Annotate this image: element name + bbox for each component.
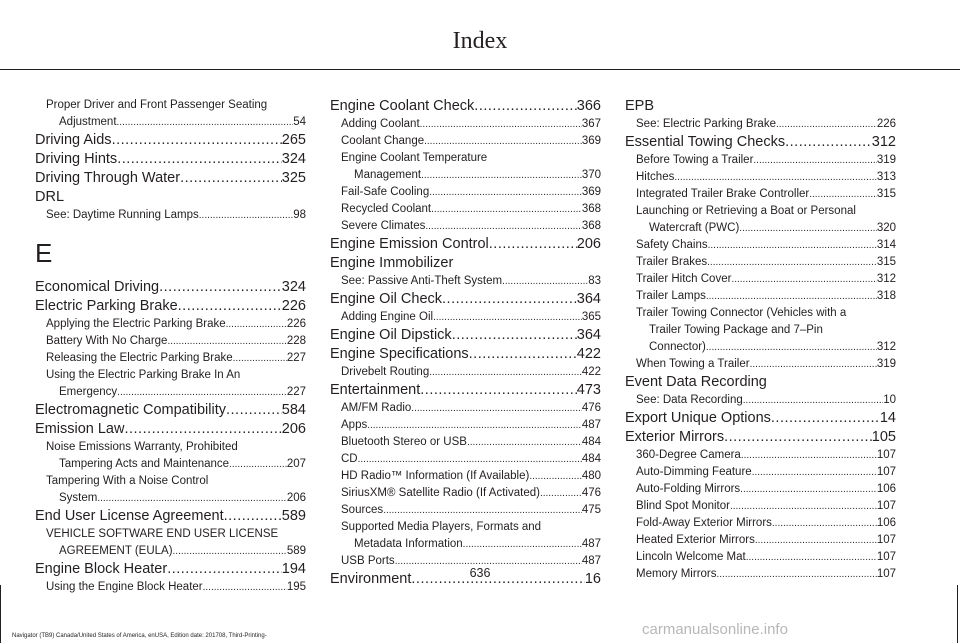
index-entry-page: 107 bbox=[876, 449, 896, 461]
dot-leader bbox=[421, 167, 582, 184]
index-column-3 bbox=[625, 97, 896, 583]
index-entry-title: Export Unique Options bbox=[625, 410, 771, 426]
index-entry-page: 476 bbox=[581, 402, 601, 414]
index-entry-title: Fold-Away Exterior Mirrors bbox=[636, 517, 772, 529]
index-entry-title: HD Radio™ Information (If Available) bbox=[341, 470, 530, 482]
index-entry-page: 265 bbox=[281, 132, 306, 148]
index-entry-page: 314 bbox=[876, 239, 896, 251]
crop-mark-right bbox=[957, 585, 958, 643]
index-entry-title: Environment bbox=[330, 571, 412, 587]
index-subentry[interactable] bbox=[330, 364, 601, 381]
index-subentry[interactable] bbox=[330, 519, 601, 536]
index-subentry[interactable] bbox=[35, 333, 306, 350]
index-entry-page: 319 bbox=[876, 154, 896, 166]
index-entry[interactable] bbox=[35, 507, 306, 526]
dot-leader bbox=[117, 150, 282, 169]
index-entry-page: 370 bbox=[581, 169, 601, 181]
dot-leader bbox=[730, 498, 877, 515]
index-entry-page: 589 bbox=[281, 508, 306, 524]
index-entry-page: 312 bbox=[876, 273, 896, 285]
index-entry[interactable] bbox=[35, 420, 306, 439]
index-entry-page: 487 bbox=[581, 538, 601, 550]
index-entry-title: Engine Immobilizer bbox=[330, 255, 454, 271]
index-subentry[interactable] bbox=[330, 184, 601, 201]
index-entry-title: Engine Specifications bbox=[330, 346, 469, 362]
dot-leader bbox=[173, 543, 287, 560]
index-entry-title: Engine Block Heater bbox=[35, 561, 168, 577]
index-entry-title: Trailer Towing Connector (Vehicles with a bbox=[636, 307, 847, 319]
page-header-title: Index bbox=[452, 28, 508, 54]
index-subentry[interactable] bbox=[35, 114, 306, 131]
index-entry-title: Driving Aids bbox=[35, 132, 112, 148]
index-entry-title: Battery With No Charge bbox=[46, 335, 168, 347]
index-subentry[interactable] bbox=[625, 288, 896, 305]
index-entry-title: Adding Coolant bbox=[341, 118, 420, 130]
index-entry-title: Connector) bbox=[649, 341, 706, 353]
dot-leader bbox=[740, 481, 877, 498]
index-entry-title: Trailer Brakes bbox=[636, 256, 708, 268]
index-entry-title: Watercraft (PWC) bbox=[649, 222, 740, 234]
index-subentry[interactable] bbox=[330, 485, 601, 502]
index-subentry[interactable] bbox=[330, 417, 601, 434]
dot-leader bbox=[411, 400, 582, 417]
index-entry-title: Using the Engine Block Heater bbox=[46, 581, 203, 593]
dot-leader bbox=[540, 485, 582, 502]
index-entry-title: Sources bbox=[341, 504, 384, 516]
index-subentry[interactable] bbox=[35, 526, 306, 543]
index-entry-title: Using the Electric Parking Brake In An bbox=[46, 369, 241, 381]
index-entry-title: USB Ports bbox=[341, 555, 395, 567]
index-subentry[interactable] bbox=[330, 150, 601, 167]
index-entry-title: Drivebelt Routing bbox=[341, 366, 430, 378]
page-number: 636 bbox=[469, 566, 491, 580]
index-entry-page: 324 bbox=[281, 151, 306, 167]
index-entry-title: Safety Chains bbox=[636, 239, 708, 251]
dot-leader bbox=[429, 184, 582, 201]
index-subentry[interactable] bbox=[330, 201, 601, 218]
index-entry-title: Event Data Recording bbox=[625, 374, 767, 390]
index-entry[interactable] bbox=[330, 381, 601, 400]
index-entry-title: Releasing the Electric Parking Brake bbox=[46, 352, 233, 364]
index-entry-title: Recycled Coolant bbox=[341, 203, 432, 215]
index-entry[interactable] bbox=[330, 254, 601, 273]
index-entry-title: Entertainment bbox=[330, 382, 421, 398]
dot-leader bbox=[431, 201, 582, 218]
index-entry-title: Memory Mirrors bbox=[636, 568, 717, 580]
dot-leader bbox=[180, 169, 282, 188]
index-entry-page: 366 bbox=[576, 98, 601, 114]
index-entry[interactable] bbox=[330, 290, 601, 309]
index-entry-page: 584 bbox=[281, 402, 306, 418]
index-entry-title: Electric Parking Brake bbox=[35, 298, 178, 314]
index-entry[interactable] bbox=[330, 326, 601, 345]
index-entry-page: 369 bbox=[581, 135, 601, 147]
index-subentry[interactable] bbox=[330, 273, 601, 290]
index-subentry[interactable] bbox=[625, 322, 896, 339]
index-subentry[interactable] bbox=[625, 203, 896, 220]
dot-leader bbox=[502, 273, 588, 290]
dot-leader bbox=[358, 451, 582, 468]
dot-leader bbox=[159, 278, 282, 297]
index-entry-title: Heated Exterior Mirrors bbox=[636, 534, 755, 546]
index-entry-title: See: Passive Anti-Theft System bbox=[341, 275, 503, 287]
index-entry-title: Metadata Information bbox=[354, 538, 463, 550]
dot-leader bbox=[420, 116, 582, 133]
index-entry-page: 320 bbox=[876, 222, 896, 234]
index-subentry[interactable] bbox=[625, 186, 896, 203]
dot-leader bbox=[425, 218, 581, 235]
index-entry-page: 480 bbox=[581, 470, 601, 482]
index-entry-title: Integrated Trailer Brake Controller bbox=[636, 188, 810, 200]
index-entry-page: 364 bbox=[576, 327, 601, 343]
index-entry[interactable] bbox=[35, 150, 306, 169]
index-entry[interactable] bbox=[35, 131, 306, 150]
index-subentry[interactable] bbox=[35, 456, 306, 473]
index-subentry[interactable] bbox=[330, 536, 601, 553]
index-entry-title: Essential Towing Checks bbox=[625, 134, 786, 150]
dot-leader bbox=[785, 133, 872, 152]
index-subentry[interactable] bbox=[330, 309, 601, 326]
index-entry-page: 368 bbox=[581, 220, 601, 232]
header-divider bbox=[0, 69, 960, 70]
dot-leader bbox=[463, 536, 582, 553]
index-entry-title: Emission Law bbox=[35, 421, 125, 437]
index-subentry[interactable] bbox=[35, 97, 306, 114]
dot-leader bbox=[383, 502, 582, 519]
dot-leader bbox=[224, 507, 282, 526]
index-entry-page: 194 bbox=[281, 561, 306, 577]
dot-leader bbox=[226, 401, 282, 420]
dot-leader bbox=[753, 152, 876, 169]
index-subentry[interactable] bbox=[625, 447, 896, 464]
index-section-letter: E bbox=[35, 238, 53, 268]
index-entry-title: DRL bbox=[35, 189, 65, 205]
dot-leader bbox=[226, 316, 287, 333]
index-subentry[interactable] bbox=[625, 169, 896, 186]
index-entry-title: CD bbox=[341, 453, 358, 465]
index-entry-title: Trailer Lamps bbox=[636, 290, 706, 302]
index-entry-title: Driving Through Water bbox=[35, 170, 181, 186]
index-entry[interactable] bbox=[330, 97, 601, 116]
index-entry-title: Noise Emissions Warranty, Prohibited bbox=[46, 441, 238, 453]
index-entry-page: 589 bbox=[286, 545, 306, 557]
index-entry-title: Before Towing a Trailer bbox=[636, 154, 754, 166]
index-entry-page: 105 bbox=[871, 429, 896, 445]
index-entry-title: Lincoln Welcome Mat bbox=[636, 551, 746, 563]
index-entry-page: 107 bbox=[876, 551, 896, 563]
index-entry-page: 107 bbox=[876, 568, 896, 580]
index-entry-page: 476 bbox=[581, 487, 601, 499]
index-entry-title: Economical Driving bbox=[35, 279, 160, 295]
dot-leader bbox=[442, 290, 577, 309]
index-entry-title: Trailer Hitch Cover bbox=[636, 273, 732, 285]
dot-leader bbox=[776, 116, 877, 133]
dot-leader bbox=[771, 409, 880, 428]
index-entry-page: 227 bbox=[286, 386, 306, 398]
index-column-1 bbox=[35, 97, 306, 596]
index-entry[interactable] bbox=[625, 428, 896, 447]
index-subentry[interactable] bbox=[625, 116, 896, 133]
dot-leader bbox=[424, 133, 582, 150]
index-subentry[interactable] bbox=[35, 439, 306, 456]
index-entry-title: Coolant Change bbox=[341, 135, 425, 147]
index-entry-page: 14 bbox=[879, 410, 896, 426]
dot-leader bbox=[752, 464, 877, 481]
index-entry-title: Adjustment bbox=[59, 116, 117, 128]
index-subentry[interactable] bbox=[625, 271, 896, 288]
index-entry-page: 107 bbox=[876, 500, 896, 512]
index-entry-title: Fail-Safe Cooling bbox=[341, 186, 430, 198]
index-entry-title: AM/FM Radio bbox=[341, 402, 412, 414]
dot-leader bbox=[117, 384, 287, 401]
index-entry-title: Exterior Mirrors bbox=[625, 429, 725, 445]
index-entry-page: 487 bbox=[581, 555, 601, 567]
index-entry-title: Engine Coolant Temperature bbox=[341, 152, 488, 164]
index-entry[interactable] bbox=[625, 409, 896, 428]
index-entry[interactable] bbox=[625, 133, 896, 152]
index-subentry[interactable] bbox=[35, 473, 306, 490]
index-subentry[interactable] bbox=[625, 392, 896, 409]
index-entry-title: SiriusXM® Satellite Radio (If Activated) bbox=[341, 487, 540, 499]
dot-leader bbox=[674, 169, 876, 186]
index-entry-title: End User License Agreement bbox=[35, 508, 224, 524]
index-subentry[interactable] bbox=[625, 305, 896, 322]
index-subentry[interactable] bbox=[330, 468, 601, 485]
dot-leader bbox=[97, 490, 286, 507]
index-entry-page: 106 bbox=[876, 483, 896, 495]
index-entry-page: 226 bbox=[876, 118, 896, 130]
index-entry-page: 368 bbox=[581, 203, 601, 215]
index-subentry[interactable] bbox=[625, 481, 896, 498]
index-entry-page: 195 bbox=[286, 581, 306, 593]
index-subentry[interactable] bbox=[35, 367, 306, 384]
dot-leader bbox=[750, 356, 877, 373]
index-entry-page: 54 bbox=[293, 116, 306, 128]
dot-leader bbox=[452, 326, 577, 345]
index-entry-page: 369 bbox=[581, 186, 601, 198]
dot-leader bbox=[112, 131, 282, 150]
index-entry[interactable] bbox=[330, 345, 601, 364]
index-entry-page: 312 bbox=[876, 341, 896, 353]
index-entry-title: Bluetooth Stereo or USB bbox=[341, 436, 467, 448]
index-subentry[interactable] bbox=[35, 316, 306, 333]
index-entry-page: 10 bbox=[883, 394, 896, 406]
index-entry-title: Supported Media Players, Formats and bbox=[341, 521, 542, 533]
index-entry-title: Engine Coolant Check bbox=[330, 98, 475, 114]
index-subentry[interactable] bbox=[330, 218, 601, 235]
index-entry-title: Auto-Folding Mirrors bbox=[636, 483, 741, 495]
index-entry-page: 313 bbox=[876, 171, 896, 183]
dot-leader bbox=[741, 447, 877, 464]
index-entry-title: Tampering Acts and Maintenance bbox=[59, 458, 230, 470]
index-entry-title: Engine Oil Check bbox=[330, 291, 443, 307]
dot-leader bbox=[203, 579, 287, 596]
index-entry-title: See: Daytime Running Lamps bbox=[46, 209, 199, 221]
index-subentry[interactable] bbox=[625, 254, 896, 271]
index-entry-title: See: Data Recording bbox=[636, 394, 743, 406]
index-entry-page: 325 bbox=[281, 170, 306, 186]
index-entry-title: System bbox=[59, 492, 98, 504]
index-entry-page: 16 bbox=[584, 571, 601, 587]
index-entry-page: 226 bbox=[281, 298, 306, 314]
index-subentry[interactable] bbox=[625, 464, 896, 481]
index-entry-title: Engine Emission Control bbox=[330, 236, 489, 252]
index-entry-title: Trailer Towing Package and 7–Pin bbox=[649, 324, 823, 336]
dot-leader bbox=[367, 417, 582, 434]
index-entry-title: Engine Oil Dipstick bbox=[330, 327, 452, 343]
index-entry-page: 324 bbox=[281, 279, 306, 295]
index-entry-page: 319 bbox=[876, 358, 896, 370]
dot-leader bbox=[474, 97, 577, 116]
index-entry[interactable] bbox=[625, 373, 896, 392]
index-entry-page: 473 bbox=[576, 382, 601, 398]
index-subentry[interactable] bbox=[35, 490, 306, 507]
index-entry-page: 227 bbox=[286, 352, 306, 364]
index-subentry[interactable] bbox=[35, 207, 306, 224]
index-entry-title: Management bbox=[354, 169, 422, 181]
index-subentry[interactable] bbox=[625, 532, 896, 549]
index-entry-title: Electromagnetic Compatibility bbox=[35, 402, 226, 418]
dot-leader bbox=[124, 420, 281, 439]
index-subentry[interactable] bbox=[330, 400, 601, 417]
index-subentry[interactable] bbox=[625, 152, 896, 169]
index-subentry[interactable] bbox=[625, 220, 896, 237]
dot-leader bbox=[706, 339, 877, 356]
dot-leader bbox=[707, 254, 877, 271]
index-entry[interactable] bbox=[35, 278, 306, 297]
index-entry[interactable] bbox=[330, 235, 601, 254]
index-entry-title: Emergency bbox=[59, 386, 118, 398]
index-subentry[interactable] bbox=[330, 502, 601, 519]
index-entry-title: Applying the Electric Parking Brake bbox=[46, 318, 226, 330]
index-entry-title: VEHICLE SOFTWARE END USER LICENSE bbox=[46, 528, 279, 540]
index-entry-page: 206 bbox=[286, 492, 306, 504]
index-entry-title: See: Electric Parking Brake bbox=[636, 118, 776, 130]
index-subentry[interactable] bbox=[330, 434, 601, 451]
dot-leader bbox=[746, 549, 877, 566]
index-subentry[interactable] bbox=[625, 498, 896, 515]
index-entry-page: 318 bbox=[876, 290, 896, 302]
index-entry-page: 364 bbox=[576, 291, 601, 307]
index-entry-page: 484 bbox=[581, 436, 601, 448]
index-entry-page: 206 bbox=[281, 421, 306, 437]
index-entry-page: 226 bbox=[286, 318, 306, 330]
index-subentry[interactable] bbox=[625, 237, 896, 254]
dot-leader bbox=[117, 114, 294, 131]
index-entry-title: AGREEMENT (EULA) bbox=[59, 545, 173, 557]
index-entry-page: 206 bbox=[576, 236, 601, 252]
index-entry[interactable] bbox=[625, 97, 896, 116]
index-entry-page: 315 bbox=[876, 188, 896, 200]
dot-leader bbox=[529, 468, 581, 485]
index-entry-title: Severe Climates bbox=[341, 220, 426, 232]
dot-leader bbox=[199, 207, 293, 224]
dot-leader bbox=[706, 288, 877, 305]
dot-leader bbox=[167, 333, 286, 350]
index-entry[interactable] bbox=[35, 401, 306, 420]
index-subentry[interactable] bbox=[35, 350, 306, 367]
dot-leader bbox=[743, 392, 883, 409]
crop-mark-left bbox=[0, 585, 1, 643]
dot-leader bbox=[433, 309, 582, 326]
dot-leader bbox=[233, 350, 287, 367]
dot-leader bbox=[809, 186, 877, 203]
index-entry-title: Hitches bbox=[636, 171, 675, 183]
index-entry-page: 106 bbox=[876, 517, 896, 529]
dot-leader bbox=[420, 381, 577, 400]
index-subentry[interactable] bbox=[625, 515, 896, 532]
index-entry-title: Proper Driver and Front Passenger Seating bbox=[46, 99, 268, 111]
index-entry-title: Apps bbox=[341, 419, 368, 431]
index-entry-page: 312 bbox=[871, 134, 896, 150]
index-subentry[interactable] bbox=[625, 549, 896, 566]
index-entry-title: Auto-Dimming Feature bbox=[636, 466, 752, 478]
dot-leader bbox=[731, 271, 876, 288]
index-entry-page: 422 bbox=[576, 346, 601, 362]
index-subentry[interactable] bbox=[330, 133, 601, 150]
index-entry-title: Launching or Retrieving a Boat or Personal bbox=[636, 205, 856, 217]
footer-edition-text: Navigator (TB9) Canada/United States of America, enUSA, Edition date: 201708, Third-Printing- bbox=[12, 633, 267, 639]
index-subentry[interactable] bbox=[625, 356, 896, 373]
index-entry-page: 422 bbox=[581, 366, 601, 378]
index-entry-title: Tampering With a Noise Control bbox=[46, 475, 209, 487]
dot-leader bbox=[469, 345, 577, 364]
index-entry-title: EPB bbox=[625, 98, 655, 114]
index-entry[interactable] bbox=[35, 297, 306, 316]
index-entry[interactable] bbox=[35, 169, 306, 188]
index-entry-page: 484 bbox=[581, 453, 601, 465]
index-subentry[interactable] bbox=[35, 543, 306, 560]
index-subentry[interactable] bbox=[35, 384, 306, 401]
index-entry-title: 360-Degree Camera bbox=[636, 449, 741, 461]
index-entry-page: 367 bbox=[581, 118, 601, 130]
dot-leader bbox=[739, 220, 877, 237]
dot-leader bbox=[489, 235, 577, 254]
index-entry-title: When Towing a Trailer bbox=[636, 358, 750, 370]
dot-leader bbox=[755, 532, 877, 549]
index-entry-page: 107 bbox=[876, 534, 896, 546]
dot-leader bbox=[229, 456, 287, 473]
index-entry-page: 207 bbox=[286, 458, 306, 470]
index-subentry[interactable] bbox=[625, 339, 896, 356]
index-column-2 bbox=[330, 97, 601, 589]
watermark: carmanualsonline.info bbox=[642, 621, 788, 638]
index-entry-page: 487 bbox=[581, 419, 601, 431]
index-entry-page: 315 bbox=[876, 256, 896, 268]
dot-leader bbox=[724, 428, 872, 447]
index-subentry[interactable] bbox=[35, 579, 306, 596]
index-subentry[interactable] bbox=[330, 116, 601, 133]
dot-leader bbox=[429, 364, 582, 381]
index-entry-page: 365 bbox=[581, 311, 601, 323]
index-subentry[interactable] bbox=[330, 451, 601, 468]
index-entry-title: Adding Engine Oil bbox=[341, 311, 434, 323]
index-subentry[interactable] bbox=[330, 167, 601, 184]
index-entry-title: Blind Spot Monitor bbox=[636, 500, 730, 512]
index-entry-page: 228 bbox=[286, 335, 306, 347]
dot-leader bbox=[178, 297, 282, 316]
dot-leader bbox=[772, 515, 877, 532]
index-entry-title: Driving Hints bbox=[35, 151, 118, 167]
index-entry-page: 475 bbox=[581, 504, 601, 516]
index-entry[interactable] bbox=[35, 188, 306, 207]
index-entry-page: 83 bbox=[588, 275, 601, 287]
dot-leader bbox=[708, 237, 877, 254]
index-entry-page: 107 bbox=[876, 466, 896, 478]
dot-leader bbox=[467, 434, 582, 451]
index-entry-page: 98 bbox=[293, 209, 306, 221]
